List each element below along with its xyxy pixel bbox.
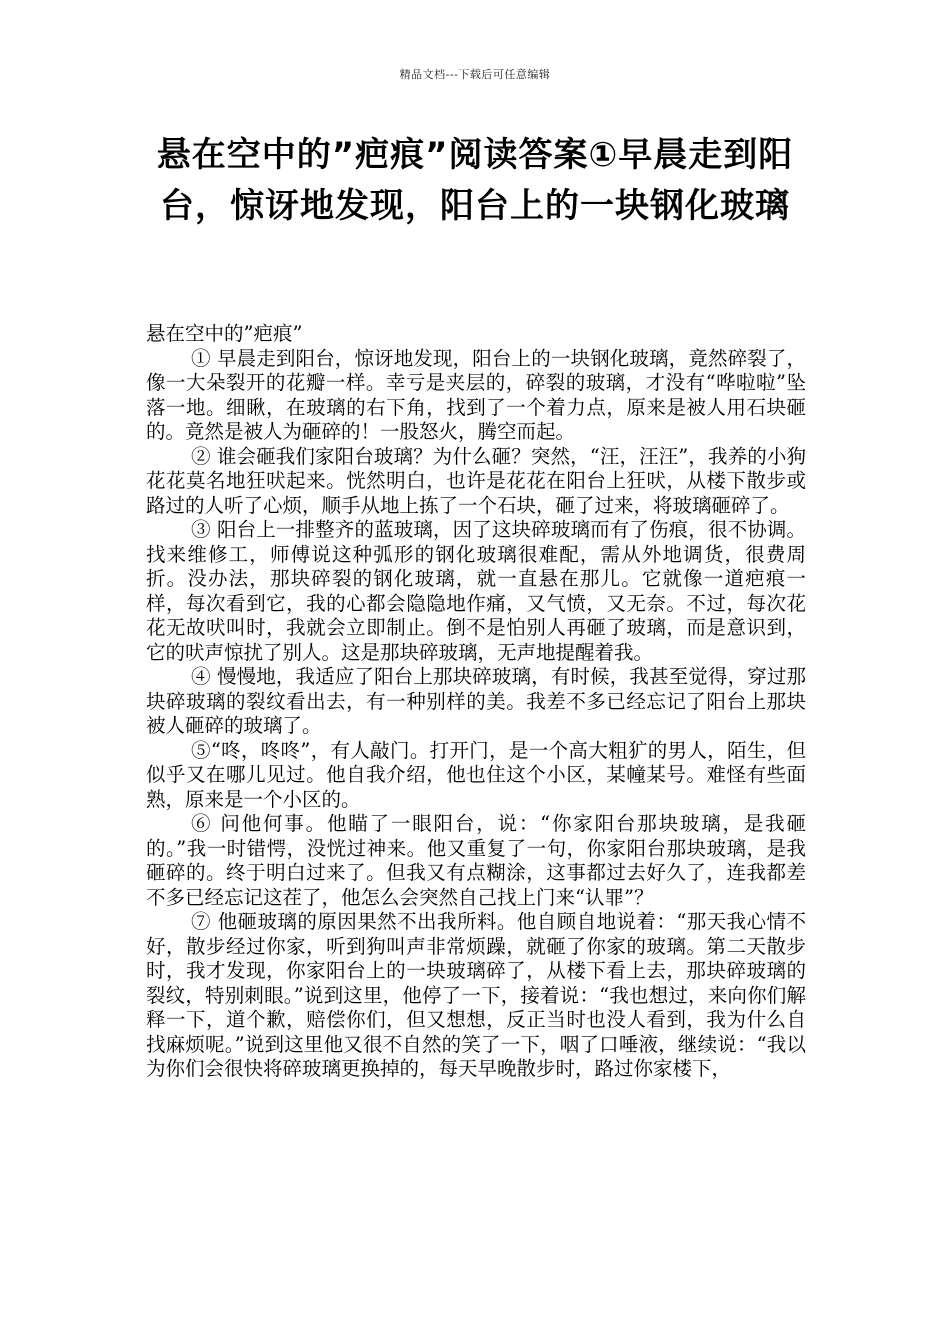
paragraph-6: ⑥ 问他何事。他瞄了一眼阳台，说：“你家阳台那块玻璃，是我砸的。”我一时错愕，没恍过神来。他又重复了一句，你家阳台那块玻璃，是我砸碎的。终于明白过来了。但我又有点糊涂，这事都过去好久了，连我都差不多已经忘记这茬了，他怎么会突然自己找上门来“认罪”？: [146, 812, 806, 909]
paragraph-5: ⑤“咚，咚咚”，有人敲门。打开门，是一个高大粗犷的男人，陌生，但似乎又在哪儿见过。他自我介绍，他也住这个小区，某幢某号。难怪有些面熟，原来是一个小区的。: [146, 738, 806, 811]
paragraph-3: ③ 阳台上一排整齐的蓝玻璃，因了这块碎玻璃而有了伤痕，很不协调。找来维修工，师傅说这种弧形的钢化玻璃很难配，需从外地调货，很费周折。没办法，那块碎裂的钢化玻璃，就一直悬在那儿。它就像一道疤痕一样，每次看到它，我的心都会隐隐地作痛，又气愤，又无奈。不过，每次花花无故吠叫时，我就会立即制止。倒不是怕别人再砸了玻璃，而是意识到，它的吠声惊扰了别人。这是那块碎玻璃，无声地提醒着我。: [146, 518, 806, 664]
article-body: [146, 322, 806, 1082]
paragraph-4: ④ 慢慢地，我适应了阳台上那块碎玻璃，有时候，我甚至觉得，穿过那块碎玻璃的裂纹看出去，有一种别样的美。我差不多已经忘记了阳台上那块被人砸碎的玻璃了。: [146, 665, 806, 737]
page-header-note: 精品文档---下载后可任意编辑: [399, 68, 551, 81]
paragraph-1: ① 早晨走到阳台，惊讶地发现，阳台上的一块钢化玻璃，竟然碎裂了，像一大朵裂开的花瓣一样。幸亏是夹层的，碎裂的玻璃，才没有“哗啦啦”坠落一地。细瞅，在玻璃的右下角，找到了一个着力点，原来是被人用石块砸的。竟然是被人为砸碎的！一股怒火，腾空而起。: [146, 346, 806, 443]
paragraph-7: ⑦ 他砸玻璃的原因果然不出我所料。他自顾自地说着：“那天我心情不好，散步经过你家，听到狗叫声非常烦躁，就砸了你家的玻璃。第二天散步时，我才发现，你家阳台上的一块玻璃碎了，从楼下看上去，那块碎玻璃的裂纹，特别刺眼。”说到这里，他停了一下，接着说：“我也想过，来向你们解释一下，道个歉，赔偿你们，但又想想，反正当时也没人看到，我为什么自找麻烦呢。”说到这里他又很不自然的笑了一下，咽了口唾液，继续说：“我以为你们会很快将碎玻璃更换掉的，每天早晚散步时，路过你家楼下，: [146, 910, 806, 1080]
document-title: 悬在空中的”疤痕”阅读答案①早晨走到阳台，惊讶地发现，阳台上的一块钢化玻璃: [156, 135, 794, 226]
paragraph-2: ② 谁会砸我们家阳台玻璃？为什么砸？突然，“汪，汪汪”，我养的小狗花花莫名地狂吠起来。恍然明白，也许是花花在阳台上狂吠，从楼下散步或路过的人听了心烦，顺手从地上拣了一个石块，砸了过来，将玻璃砸碎了。: [146, 444, 806, 517]
article-subtitle: 悬在空中的”疤痕”: [146, 322, 303, 345]
